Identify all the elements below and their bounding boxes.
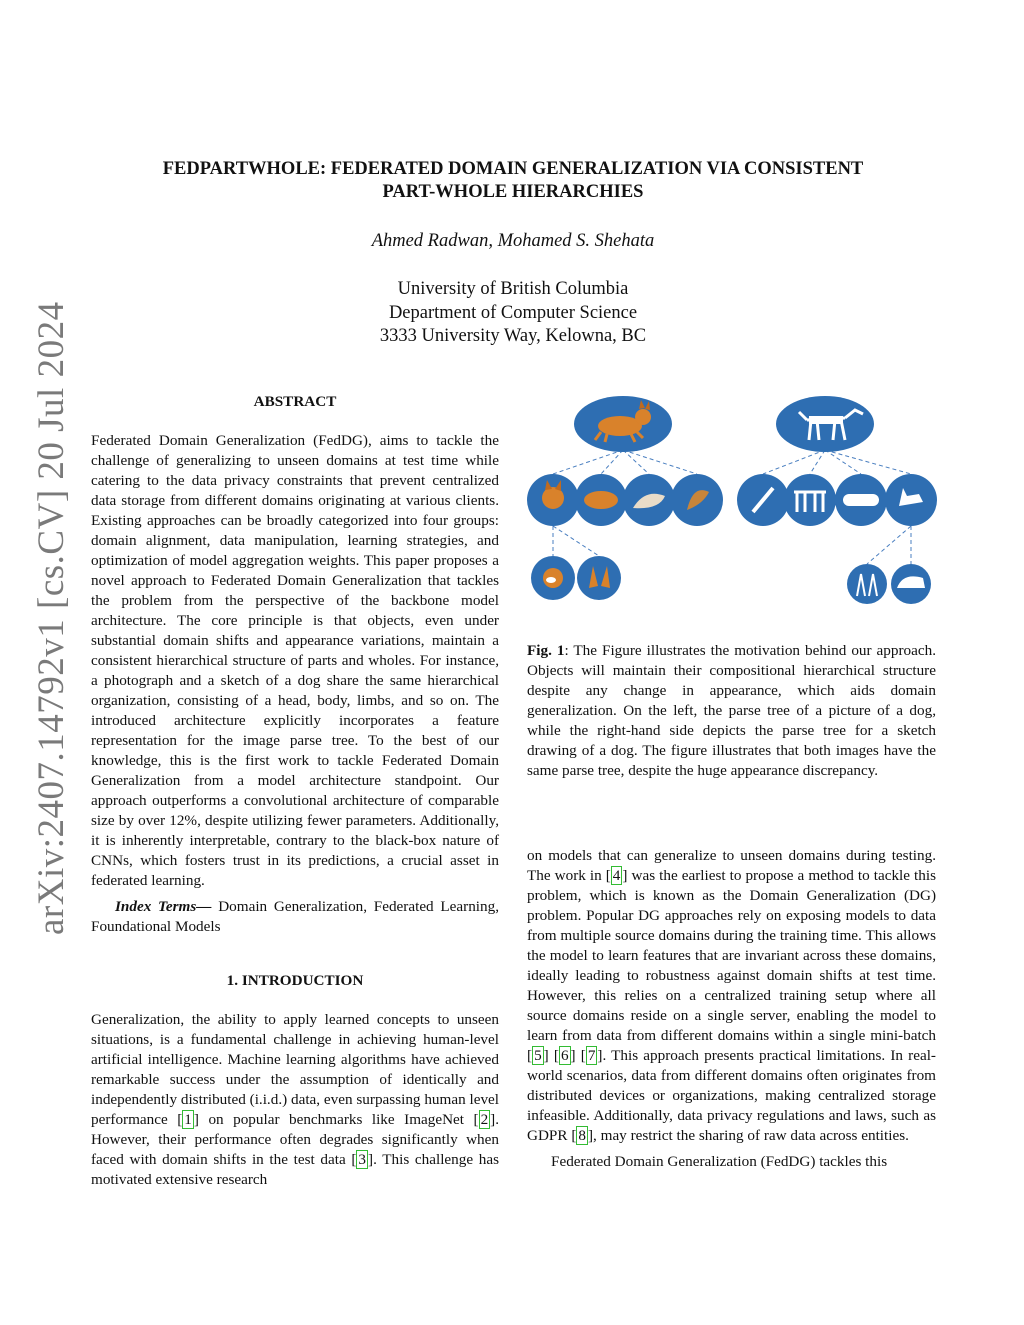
intro-text: . This approach presents practical limitations. In real-world scenarios, data from different domains often originates from distributed devices or organizations, making centralized storage infeasible. Additionally, data privacy regulations and laws, such as GDPR — [527, 1047, 936, 1144]
index-terms-text: Domain Generalization, Federated Learning, Foundational Models — [91, 898, 499, 935]
citation-link[interactable]: 5 — [534, 1047, 542, 1064]
intro-text: on models that can generalize to unseen domains during testing. The work in — [527, 847, 936, 884]
affiliation-university: University of British Columbia — [397, 279, 629, 299]
citation-link[interactable]: 3 — [358, 1151, 367, 1168]
citation-link[interactable]: 2 — [480, 1111, 489, 1128]
citation-link[interactable]: 6 — [560, 1047, 569, 1064]
author-list: Ahmed Radwan, Mohamed S. Shehata — [371, 231, 655, 251]
intro-text: . However, their performance often degrades significantly when faced with domain shifts in the test data — [91, 1111, 500, 1168]
abstract-heading: ABSTRACT — [253, 393, 337, 410]
index-terms — [91, 897, 499, 937]
figure-caption — [527, 641, 936, 781]
citation-link[interactable]: 4 — [612, 867, 621, 884]
intro-paragraph-2: on models that can generalize to unseen domains during testing. The work in [ 4 ] was the earliest to propose a method to tackle this problem, which is known as the Domain Generalization (DG) problem. Popular DG approaches rely on exposing models to data from multiple source domains during the training time. This allows the model to learn features that are invariant across these domains, ideally leading to robustness against domain shifts at test time. However, this relies on a centralized training setup where all source domains reside on a single server, enabling the model to learn from data from different domains within a single mini-batch [ 5 ] [ 6 ] [ 7 ]. This approach presents practical limitations. In real-world scenarios, data from different domains often originates from distributed devices or organizations, making centralized storage infeasible. Additionally, data privacy regulations and laws, such as GDPR [ 8 ], may restrict the sharing of raw data across entities. — [527, 847, 936, 1144]
intro-text: Generalization, the ability to apply learned concepts to unseen situations, is a fundamental challenge in achieving human-level artificial intelligence. Machine learning algorithms have achieved remarkable success under the assumption of identically and independently distributed (i.i.d.) data, even surpassing human level performance — [91, 1011, 499, 1128]
intro-text: on popular benchmarks like ImageNet — [198, 1111, 474, 1128]
intro-text: , may restrict the sharing of raw data across entities. — [593, 1127, 909, 1144]
affiliation-department: Department of Computer Science — [388, 302, 638, 323]
photo-dog-root-node — [574, 396, 672, 452]
figure-parse-trees — [527, 392, 937, 622]
paper-title — [110, 158, 916, 204]
citation-link[interactable]: 1 — [184, 1111, 192, 1128]
figure-caption-text: : The Figure illustrates the motivation behind our approach. Objects will maintain their compositional hierarchical structure despite any change in appearance, which aids domain generalization. On the left, the parse tree of a picture of a dog, while the right-hand side depicts the parse tree for a sketch drawing of a dog. The figure illustrates that both images have the same parse tree, despite the huge appearance discrepancy. — [527, 642, 936, 779]
intro-paragraph-3: Federated Domain Generalization (FedDG) tackles this — [551, 1153, 888, 1170]
right-column — [527, 846, 936, 1172]
citation-link[interactable]: 8 — [578, 1127, 586, 1144]
photo-part-nodes — [527, 474, 723, 600]
index-terms-label: Index Terms— — [115, 898, 212, 915]
intro-paragraph-1: Generalization, the ability to apply learned concepts to unseen situations, is a fundamental challenge in achieving human-level artificial intelligence. Machine learning algorithms have achieved remarkable success under the assumption of identically and independently distributed (i.i.d.) data, even surpassing human level performance [ 1 ] on popular benchmarks like ImageNet [ 2 ]. However, their performance often degrades significantly when faced with domain shifts in the test data [ 3 ]. This challenge has motivated extensive research — [91, 1011, 500, 1188]
figure-caption-label: Fig. 1 — [527, 642, 565, 659]
affiliation — [110, 278, 916, 349]
left-column — [91, 392, 499, 1190]
abstract-text: Federated Domain Generalization (FedDG), aims to tackle the challenge of generalizing to unseen domains at test time while catering to the data privacy constraints that prevent centralized data storage from different domains originating at various clients. Existing approaches can be broadly categorized into four groups: domain alignment, data manipulation, learning strategies, and optimization of model aggregation weights. This paper proposes a novel approach to Federated Domain Generalization that tackles the problem from the perspective of the backbone model architecture. The core principle is that objects, even under substantial domain shifts and appearance variations, maintain a consistent hierarchical structure of parts and wholes. For instance, a photograph and a sketch of a dog share the same hierarchical organization, consisting of a head, body, limbs, and so on. The introduced architecture explicitly incorporates a feature representation for the image parse tree. To the best of our knowledge, this is the first work to tackle Federated Domain Generalization from a model architecture standpoint. Our approach outperforms a convolutional architecture of comparable size by over 12%, despite utilizing fewer parameters. Additionally, it is inherently interpretable, contrary to the black-box nature of CNNs, which fosters trust in its predictions, a crucial asset in federated learning. — [91, 432, 499, 889]
sketch-dog-root-node — [776, 396, 874, 452]
intro-text: . This challenge has motivated extensive research — [91, 1151, 499, 1188]
title-line-1: FEDPARTWHOLE: FEDERATED DOMAIN GENERALIZATION VIA CONSISTENT — [162, 159, 864, 179]
affiliation-address: 3333 University Way, Kelowna, BC — [379, 326, 647, 346]
citation-link[interactable]: 7 — [587, 1047, 596, 1064]
sketch-part-nodes — [737, 474, 937, 604]
arxiv-identifier: arXiv:2407.14792v1 [cs.CV] 20 Jul 2024 — [31, 301, 72, 935]
title-line-2: PART-WHOLE HIERARCHIES — [382, 182, 644, 202]
intro-text: was the earliest to propose a method to tackle this problem, which is known as the Domain Generalization (DG) problem. Popular DG approaches rely on exposing models to data from multiple source domains during the training time. This allows the model to learn features that are invariant across these domains, ideally leading to robustness against domain shifts at test time. However, this relies on a centralized training setup where all source domains reside on a single server, enabling the model to learn from data from different domains within a single mini-batch — [527, 867, 936, 1044]
introduction-heading: 1. INTRODUCTION — [226, 972, 364, 989]
